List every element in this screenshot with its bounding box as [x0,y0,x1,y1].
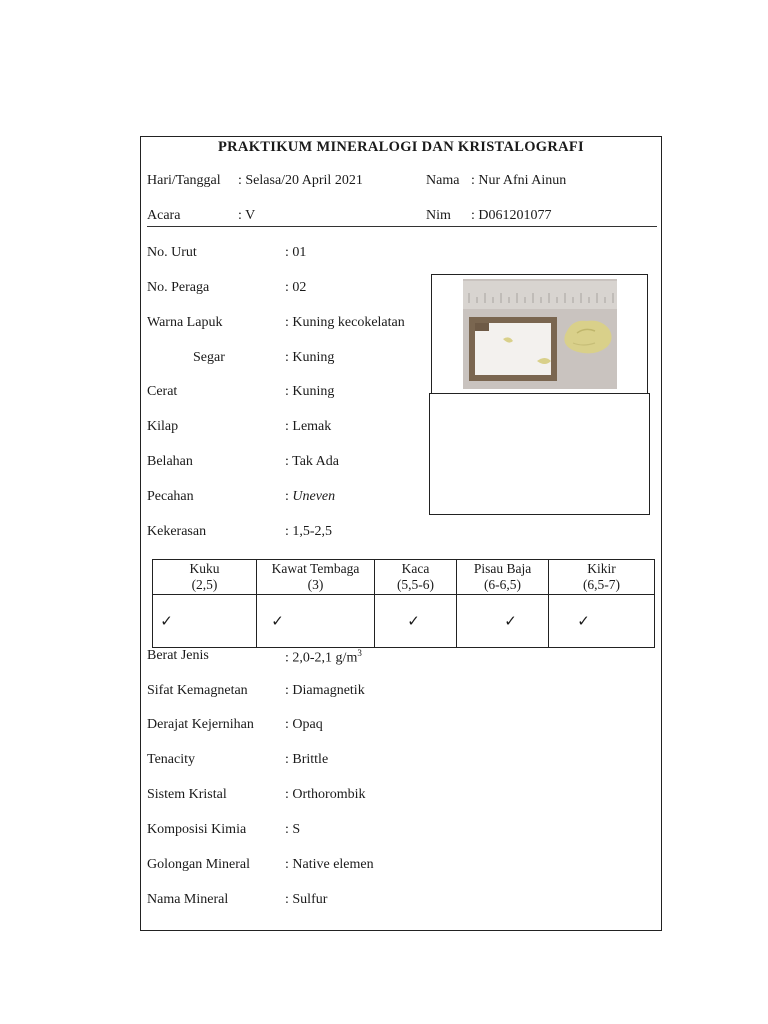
hari-value: : Selasa/20 April 2021 [238,173,363,188]
tool-range: (5,5-6) [396,577,435,592]
hardness-header-row [153,560,655,595]
checkmark-icon: ✓ [407,613,420,630]
field-value [285,648,362,667]
field-value: : 1,5-2,5 [285,524,333,539]
tool-name: Pisau Baja [473,561,532,576]
field-value: : Kuning [285,384,335,399]
field-label: Cerat [147,384,178,399]
hardness-header [375,560,457,595]
field-label: Tenacity [147,752,195,767]
field-label: Berat Jenis [147,648,209,663]
nama-label: Nama [426,173,460,188]
field-value: : 02 [285,280,307,295]
field-value: : Sulfur [285,892,328,907]
header-divider [147,226,657,227]
field-value: : Lemak [285,419,332,434]
nim-label: Nim [426,208,451,223]
field-value: : Orthorombik [285,787,366,802]
value-text: : 2,0-2,1 g/m [285,650,358,666]
field-value: : Native elemen [285,857,374,872]
description-box [429,393,650,515]
hardness-header [153,560,257,595]
nama-value: : Nur Afni Ainun [471,173,567,188]
checkmark-icon: ✓ [504,613,517,630]
field-label: No. Urut [147,245,197,260]
hardness-header [457,560,549,595]
hardness-header [549,560,655,595]
field-value: : Kuning [285,350,335,365]
hardness-cell [375,595,457,648]
value-prefix: : [285,489,293,504]
sulfur-specimen-photo [463,279,617,389]
acara-value: : V [238,208,256,223]
hardness-cell [457,595,549,648]
hardness-cell [549,595,655,648]
tool-range: (6-6,5) [483,577,522,592]
checkmark-icon: ✓ [577,613,590,630]
superscript: 3 [357,648,362,658]
hardness-table [152,559,655,648]
field-value: : 01 [285,245,307,260]
field-value: : Diamagnetik [285,683,365,698]
hardness-cell [257,595,375,648]
field-value: : Opaq [285,717,323,732]
field-label: Kekerasan [147,524,207,539]
field-label: Kilap [147,419,179,434]
field-label: Sistem Kristal [147,787,227,802]
tool-name: Kuku [189,561,220,576]
field-value: : S [285,822,301,837]
tool-range: (6,5-7) [582,577,621,592]
checkmark-icon: ✓ [271,613,284,630]
sheet-title: PRAKTIKUM MINERALOGI DAN KRISTALOGRAFI [218,139,584,155]
hardness-cell [153,595,257,648]
field-value: : Kuning kecokelatan [285,315,405,330]
tool-range: (2,5) [191,577,218,592]
tool-range: (3) [307,577,324,592]
field-label: Nama Mineral [147,892,229,907]
field-label: Sifat Kemagnetan [147,683,248,698]
field-value [285,489,335,505]
field-label: Warna Lapuk [147,315,223,330]
field-label: Derajat Kejernihan [147,717,254,732]
field-label: Pecahan [147,489,194,504]
hardness-check-row [153,595,655,648]
practicum-sheet [140,136,662,931]
field-value: : Brittle [285,752,329,767]
hardness-header [257,560,375,595]
tool-name: Kawat Tembaga [271,561,360,576]
field-label: Belahan [147,454,193,469]
acara-label: Acara [147,208,181,223]
italic-value: Uneven [292,489,336,504]
field-label: Segar [193,350,225,365]
tool-name: Kaca [401,561,430,576]
specimen-photo-frame [431,274,648,394]
field-value: : Tak Ada [285,454,339,469]
field-label: Golongan Mineral [147,857,251,872]
nim-value: : D061201077 [471,208,552,223]
checkmark-icon: ✓ [160,613,173,630]
hari-label: Hari/Tanggal [147,173,221,188]
tool-name: Kikir [587,561,616,576]
field-label: No. Peraga [147,280,210,295]
field-label: Komposisi Kimia [147,822,247,837]
